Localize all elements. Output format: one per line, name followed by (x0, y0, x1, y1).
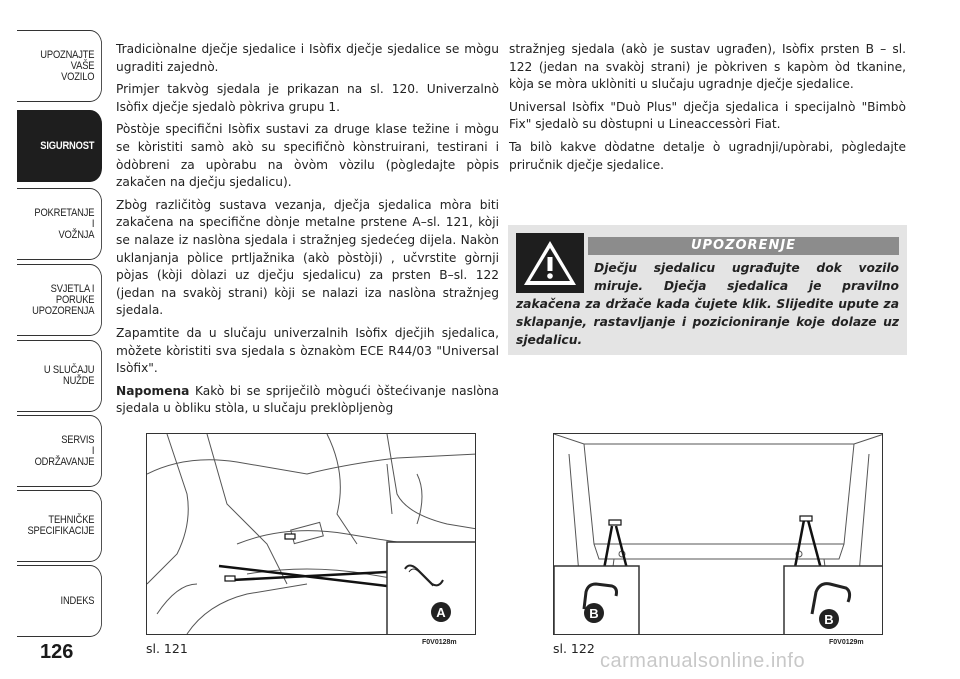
tab-label: SERVIS (61, 433, 95, 446)
figure-label-b-left: B (589, 606, 599, 621)
warning-box (508, 225, 907, 355)
tab-label: SVJETLA I (50, 282, 95, 295)
tab-pokretanje[interactable] (17, 188, 102, 260)
tab-label: VAŠE (70, 59, 95, 72)
text-column-right (509, 41, 906, 179)
figure-caption: sl. 122 (553, 641, 595, 656)
figure-121 (146, 433, 476, 635)
warning-line: zakačena za držače kada čujete klik. Slijedite upute za sklapanje, rastavljanje i pozicioniranje koje dolaze uz sjedalicu. (516, 297, 899, 347)
tab-label: VOŽNJA (58, 228, 95, 241)
tab-label: U SLUČAJU (43, 364, 95, 376)
tab-label: POKRETANJE (34, 206, 95, 219)
tab-label: ODRŽAVANJE (34, 455, 95, 468)
paragraph: Universal Isòfix "Duò Plus" dječja sjedalica i specijalnò "Bimbò Fix" sjedalò su dòstupni u Lineaccessòri Fiat. (509, 99, 906, 132)
isofix-seat-illustration (147, 434, 476, 635)
tab-label: NUŽDE (62, 375, 95, 387)
figure-code: F0V0128m (422, 639, 457, 646)
page-number: 126 (40, 641, 74, 663)
figure-122 (553, 433, 883, 635)
figure-caption: sl. 121 (146, 641, 188, 656)
tab-label: UPOZORENJA (32, 304, 95, 317)
paragraph: stražnjeg sjedala (akò je sustav ugrađen), Isòfix prsten B – sl. 122 (jedan na svakòj strani) je pòkriven s kapòm òd tkanine, kòja se mòra uklòniti u slučaju ugradnje dječje sjedalice. (509, 42, 906, 92)
tab-label: SIGURNOST (40, 139, 95, 152)
paragraph: Pòstòje specifični Isòfix sustavi za druge klase težine i mògu se kòristiti samò akò su specifičnò kònstruirani, testirani i òdòbreni za upòrabu na òvòm vòzilu (pògledajte pòpis zakačen na dječju sjedalicu). (116, 122, 499, 190)
tab-label: TEHNIČKE (48, 514, 95, 526)
tab-svjetla[interactable] (17, 264, 102, 336)
paragraph: Tradiciònalne dječje sjedalice i Isòfix dječje sjedalice se mògu ugraditi zajednò. (116, 42, 499, 74)
watermark: carmanualsonline.info (600, 650, 806, 672)
paragraph (116, 383, 499, 418)
tab-indeks[interactable] (17, 565, 102, 637)
tab-label: UPOZNAJTE (40, 48, 95, 61)
tab-label: VOZILO (61, 70, 95, 83)
figure-label-b-right: B (824, 612, 834, 627)
warning-line: Dječju sjedalicu ugrađujte dok vozilo (594, 261, 899, 275)
trunk-ring-illustration (554, 434, 883, 635)
paragraph: Zapamtite da u slučaju univerzalnih Isòfix dječjih sjedalica, mòžete kòristiti sva sjedala s òznakòm ECE R44/03 "Universal Isòfix". (116, 325, 499, 376)
tab-u-slucaju[interactable] (17, 340, 102, 412)
tab-label: I (91, 217, 95, 230)
note-label: Napomena (116, 383, 190, 398)
warning-line: miruje. Dječja sjedalica je pravilno (594, 279, 899, 293)
paragraph: Ta bilò kakve dòdatne detalje ò ugradnji/upòrabi, pògledajte priručnik dječje sjedalice. (509, 139, 906, 172)
tab-label: INDEKS (60, 594, 95, 607)
figure-label-a: A (436, 605, 446, 620)
tab-sigurnost[interactable] (17, 110, 102, 182)
note-text: Kakò bi se spriječilò mògući òštećivanje naslòna sjedala u òbliku stòla, u slučaju preklòpljenòg (116, 383, 499, 416)
tab-servis[interactable] (17, 415, 102, 487)
tab-label: I (91, 444, 95, 457)
text-column-left (116, 41, 499, 423)
tab-tehnicke[interactable] (17, 490, 102, 562)
tab-upoznajte[interactable] (17, 30, 102, 102)
tab-label: PORUKE (55, 293, 95, 306)
paragraph: Primjer takvòg sjedala je prikazan na sl. 120. Univerzalnò Isòfix dječje sjedalò pòkriva grupu 1. (116, 82, 499, 114)
tab-label: SPECIFIKACIJE (27, 525, 95, 537)
figure-code: F0V0129m (829, 639, 864, 646)
warning-text (516, 259, 899, 349)
warning-title: UPOZORENJE (588, 237, 899, 255)
paragraph: Zbòg različitòg sustava vezanja, dječja sjedalica mòra biti zakačena na specifične dònje metalne prstene A–sl. 121, kòji se nalaze iz naslòna sjedala i stražnjeg sjedećeg dijela. Nakòn uklanjanja pòlice prtljažnika (akò pòstòji) , učvrstite gòrnji pòjas (kòji dòlazi uz dječju sjedalicu) za prsten B–sl. 122 (jedan na svakòj strani) kòji se nalazi iza naslòna stražnjeg sjedala. (116, 197, 499, 318)
